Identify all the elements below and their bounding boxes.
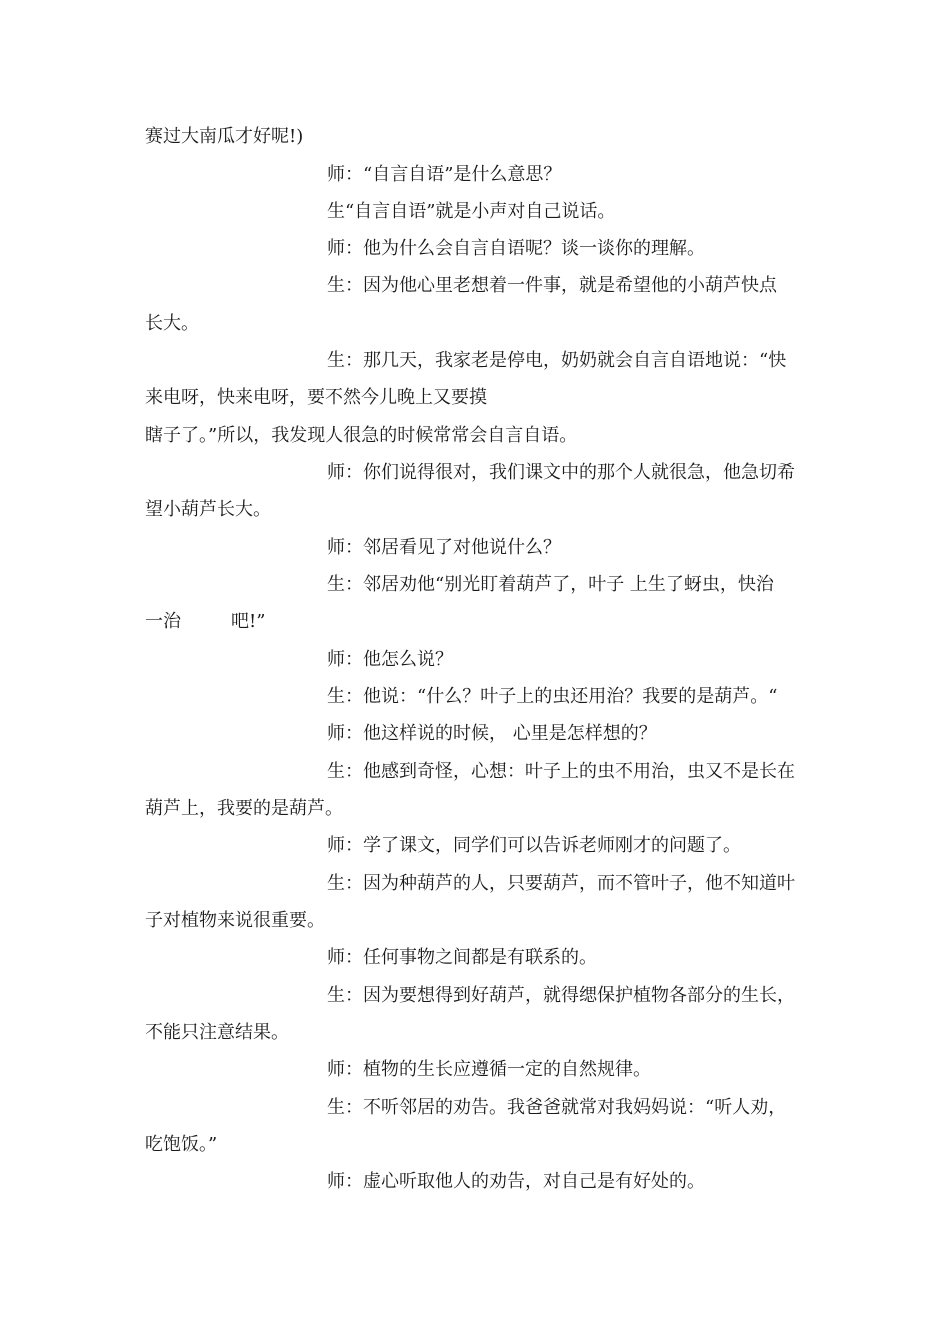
text-line: 望小葫芦长大。 [145, 499, 271, 520]
text-line: 师：你们说得很对，我们课文中的那个人就很急，他急切希 [327, 462, 795, 483]
text-line: 师：他怎么说？ [327, 649, 453, 670]
text-line: 生：那几天，我家老是停电，奶奶就会自言自语地说：“快 [327, 350, 787, 371]
text-line: 师：他这样说的时候， 心里是怎样想的？ [327, 723, 657, 744]
text-segment: 吧!” [231, 611, 266, 632]
text-line: 师：“自言自语”是什么意思？ [327, 164, 562, 185]
text-line: 生：因为要想得到好葫芦，就得缌保护植物各部分的生长， [327, 985, 795, 1006]
text-line: 不能只注意结果。 [145, 1022, 289, 1043]
text-line: 瞎子了。”所以，我发现人很急的时候常常会自言自语。 [145, 425, 578, 446]
text-line: 师：邻居看见了对他说什么？ [327, 537, 561, 558]
text-segment: 一治 [145, 611, 181, 632]
text-line: 生：因为种葫芦的人，只要葫芦，而不管叶子，他不知道叶 [327, 873, 795, 894]
text-line: 师：植物的生长应遵循一定的自然规律。 [327, 1059, 651, 1080]
text-line: 师：学了课文，同学们可以告诉老师刚才的问题了。 [327, 835, 741, 856]
text-line: 赛过大南瓜才好呢!) [145, 126, 304, 147]
text-line: 来电呀，快来电呀，要不然今儿晚上又要摸 [145, 387, 487, 408]
text-line: 葫芦上，我要的是葫芦。 [145, 798, 343, 819]
text-line: 生：不听邻居的劝告。我爸爸就常对我妈妈说：“听人劝， [327, 1097, 787, 1118]
text-line: 长大。 [145, 313, 199, 334]
text-line: 生：他说：“什么？叶子上的虫还用治？我要的是葫芦。“ [327, 686, 778, 707]
text-line: 生：邻居劝他“别光盯着葫芦了，叶子 上生了蚜虫，快治 [327, 574, 774, 595]
text-line: 吃饱饭。” [145, 1134, 218, 1155]
text-line: 子对植物来说很重要。 [145, 910, 325, 931]
text-line: 师：他为什么会自言自语呢？谈一谈你的理解。 [327, 238, 705, 259]
text-line: 生：因为他心里老想着一件事，就是希望他的小葫芦快点 [327, 275, 777, 296]
text-line: 生：他感到奇怪，心想：叶子上的虫不用治，虫又不是长在 [327, 761, 795, 782]
text-line: 师：虚心听取他人的劝告，对自己是有好处的。 [327, 1171, 705, 1192]
text-line: 师：任何事物之间都是有联系的。 [327, 947, 597, 968]
text-line: 生“自言自语”就是小声对自己说话。 [327, 201, 616, 222]
text-line [145, 611, 265, 633]
